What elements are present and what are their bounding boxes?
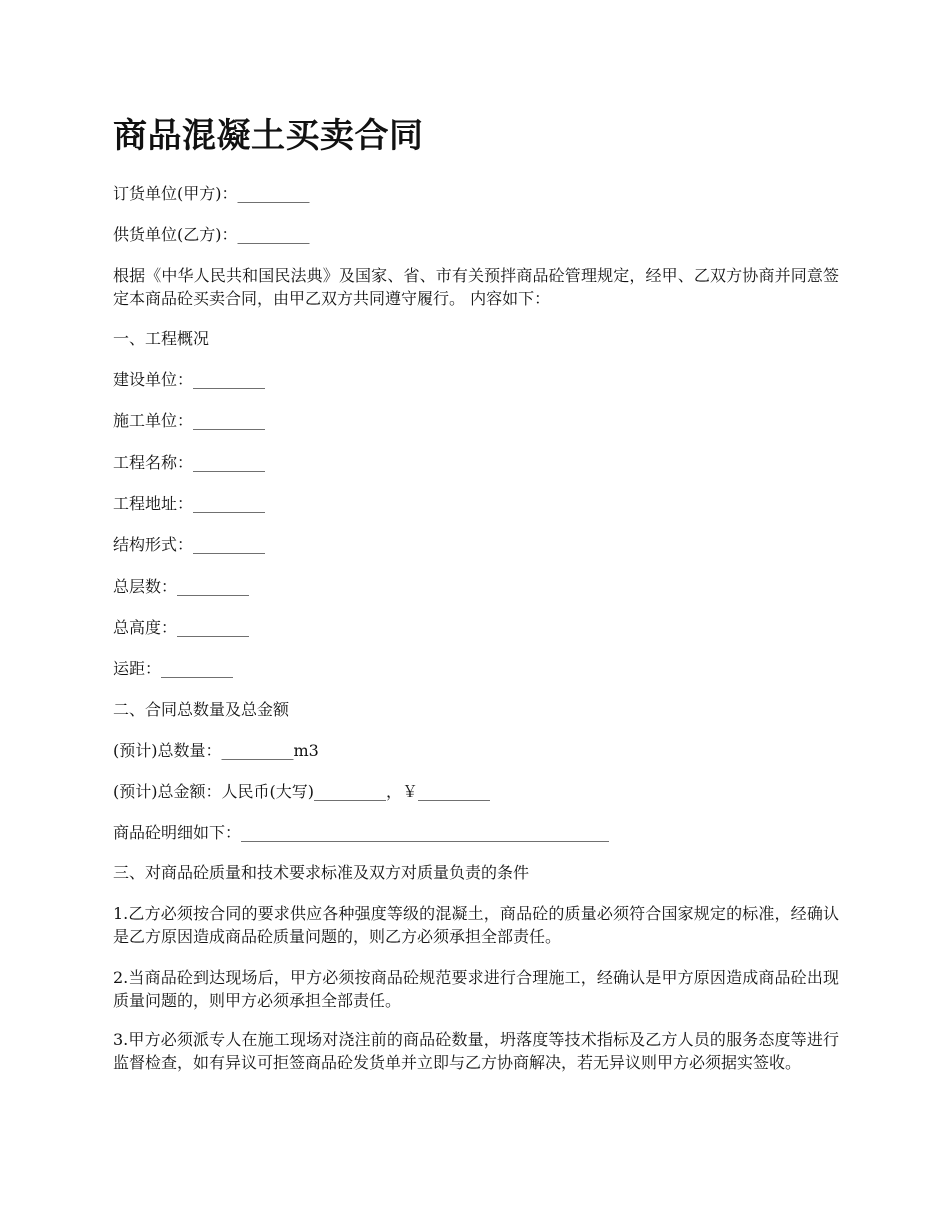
- structure-type-field: 结构形式：_________: [113, 535, 266, 554]
- estimated-amount-field: (预计)总金额：人民币(大写)_________，￥_________: [113, 782, 490, 801]
- project-name-field: 工程名称：_________: [113, 453, 266, 472]
- builder-unit-field: 施工单位：_________: [113, 411, 266, 430]
- total-height-field: 总高度：_________: [113, 618, 250, 637]
- estimated-quantity-field: (预计)总数量：_________m3: [113, 741, 319, 760]
- transport-distance-field: 运距：_________: [113, 659, 234, 678]
- construction-unit-field: 建设单位：_________: [113, 370, 266, 389]
- document-title: 商品混凝土买卖合同: [113, 116, 424, 156]
- party-b-field: 供货单位(乙方)：_________: [113, 225, 310, 244]
- section-heading-project-overview: 一、工程概况: [113, 329, 210, 348]
- party-a-field: 订货单位(甲方)：_________: [113, 184, 310, 203]
- section-heading-quality-terms: 三、对商品砼质量和技术要求标准及双方对质量负责的条件: [113, 863, 530, 882]
- project-address-field: 工程地址：_________: [113, 494, 266, 513]
- quality-clause-3: 3.甲方必须派专人在施工现场对浇注前的商品砼数量，坍落度等技术指标及乙方人员的服务态度等进行监督检查，如有异议可拒签商品砼发货单并立即与乙方协商解决，若无异议则甲方必须据实签收。: [113, 1030, 839, 1072]
- preamble-paragraph: 根据《中华人民共和国民法典》及国家、省、市有关预拌商品砼管理规定，经甲、乙双方协商并同意签定本商品砼买卖合同，由甲乙双方共同遵守履行。 内容如下：: [113, 266, 839, 308]
- quality-clause-1: 1.乙方必须按合同的要求供应各种强度等级的混凝土，商品砼的质量必须符合国家规定的标准，经确认是乙方原因造成商品砼质量问题的，则乙方必须承担全部责任。: [113, 904, 839, 946]
- quality-clause-2: 2.当商品砼到达现场后，甲方必须按商品砼规范要求进行合理施工，经确认是甲方原因造成商品砼出现质量问题的，则甲方必须承担全部责任。: [113, 968, 839, 1010]
- total-floors-field: 总层数：_________: [113, 577, 250, 596]
- concrete-details-field: 商品砼明细如下：______________________________________________: [113, 823, 610, 842]
- section-heading-quantity-amount: 二、合同总数量及总金额: [113, 700, 290, 719]
